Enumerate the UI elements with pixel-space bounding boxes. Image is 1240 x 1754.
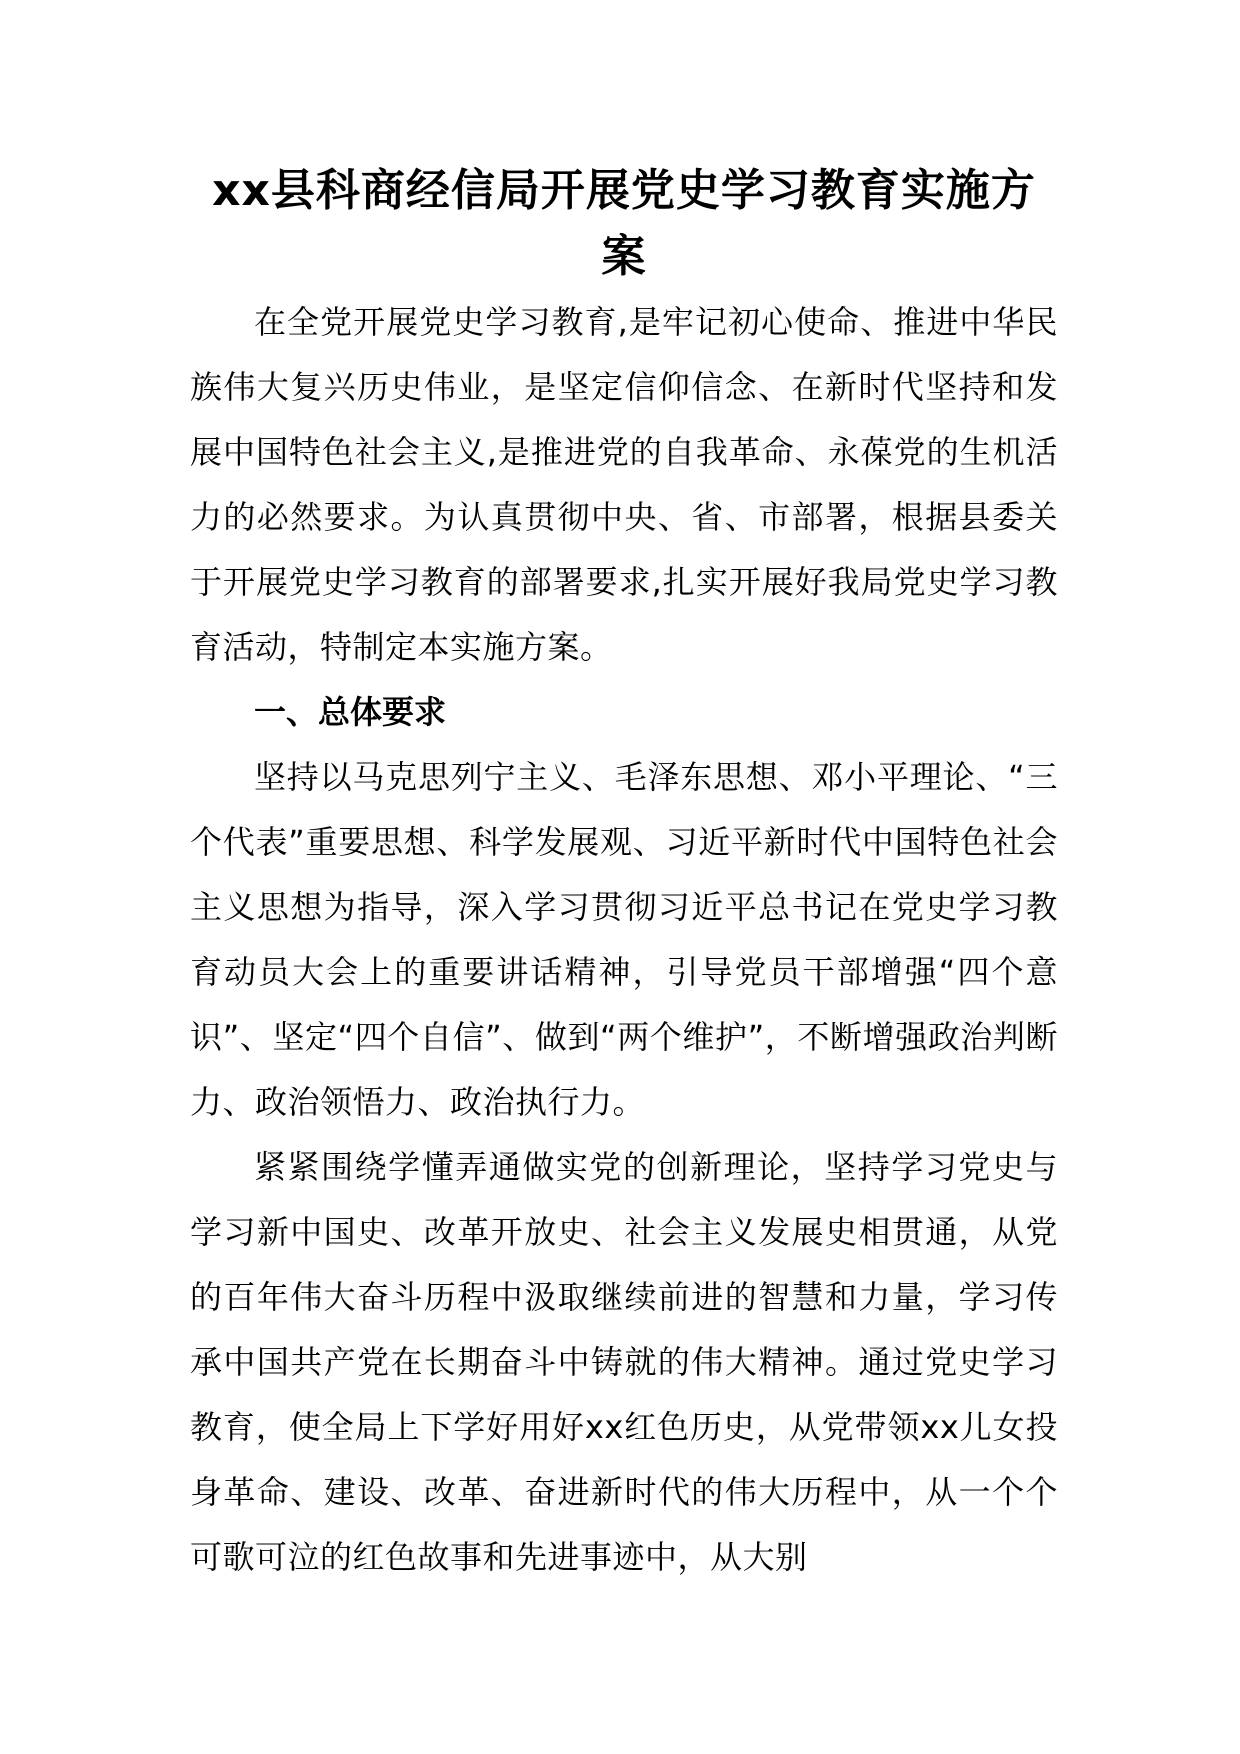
- document-title: xx县科商经信局开展党史学习教育实施方案: [212, 165, 1036, 282]
- section-heading-general-requirements: 一、总体要求: [254, 693, 447, 731]
- intro-paragraph: 在全党开展党史学习教育,是牢记初心使命、推进中华民族伟大复兴历史伟业，是坚定信仰信念、在新时代坚持和发展中国特色社会主义,是推进党的自我革命、永葆党的生机活力的必然要求。为认真贯彻中央、省、市部署，根据县委关于开展党史学习教育的部署要求,扎实开展好我局党史学习教育活动，特制定本实施方案。: [190, 303, 1058, 666]
- section1-paragraph-1: 坚持以马克思列宁主义、毛泽东思想、邓小平理论、“三个代表”重要思想、科学发展观、习近平新时代中国特色社会主义思想为指导，深入学习贯彻习近平总书记在党史学习教育动员大会上的重要讲话精神，引导党员干部增强“四个意识”、坚定“四个自信”、做到“两个维护”，不断增强政治判断力、政治领悟力、政治执行力。: [190, 758, 1058, 1121]
- section1-paragraph-2: 紧紧围绕学懂弄通做实党的创新理论，坚持学习党史与学习新中国史、改革开放史、社会主义发展史相贯通，从党的百年伟大奋斗历程中汲取继续前进的智慧和力量，学习传承中国共产党在长期奋斗中铸就的伟大精神。通过党史学习教育，使全局上下学好用好xx红色历史，从党带领xx儿女投身革命、建设、改革、奋进新时代的伟大历程中，从一个个可歌可泣的红色故事和先进事迹中，从大别: [190, 1148, 1058, 1576]
